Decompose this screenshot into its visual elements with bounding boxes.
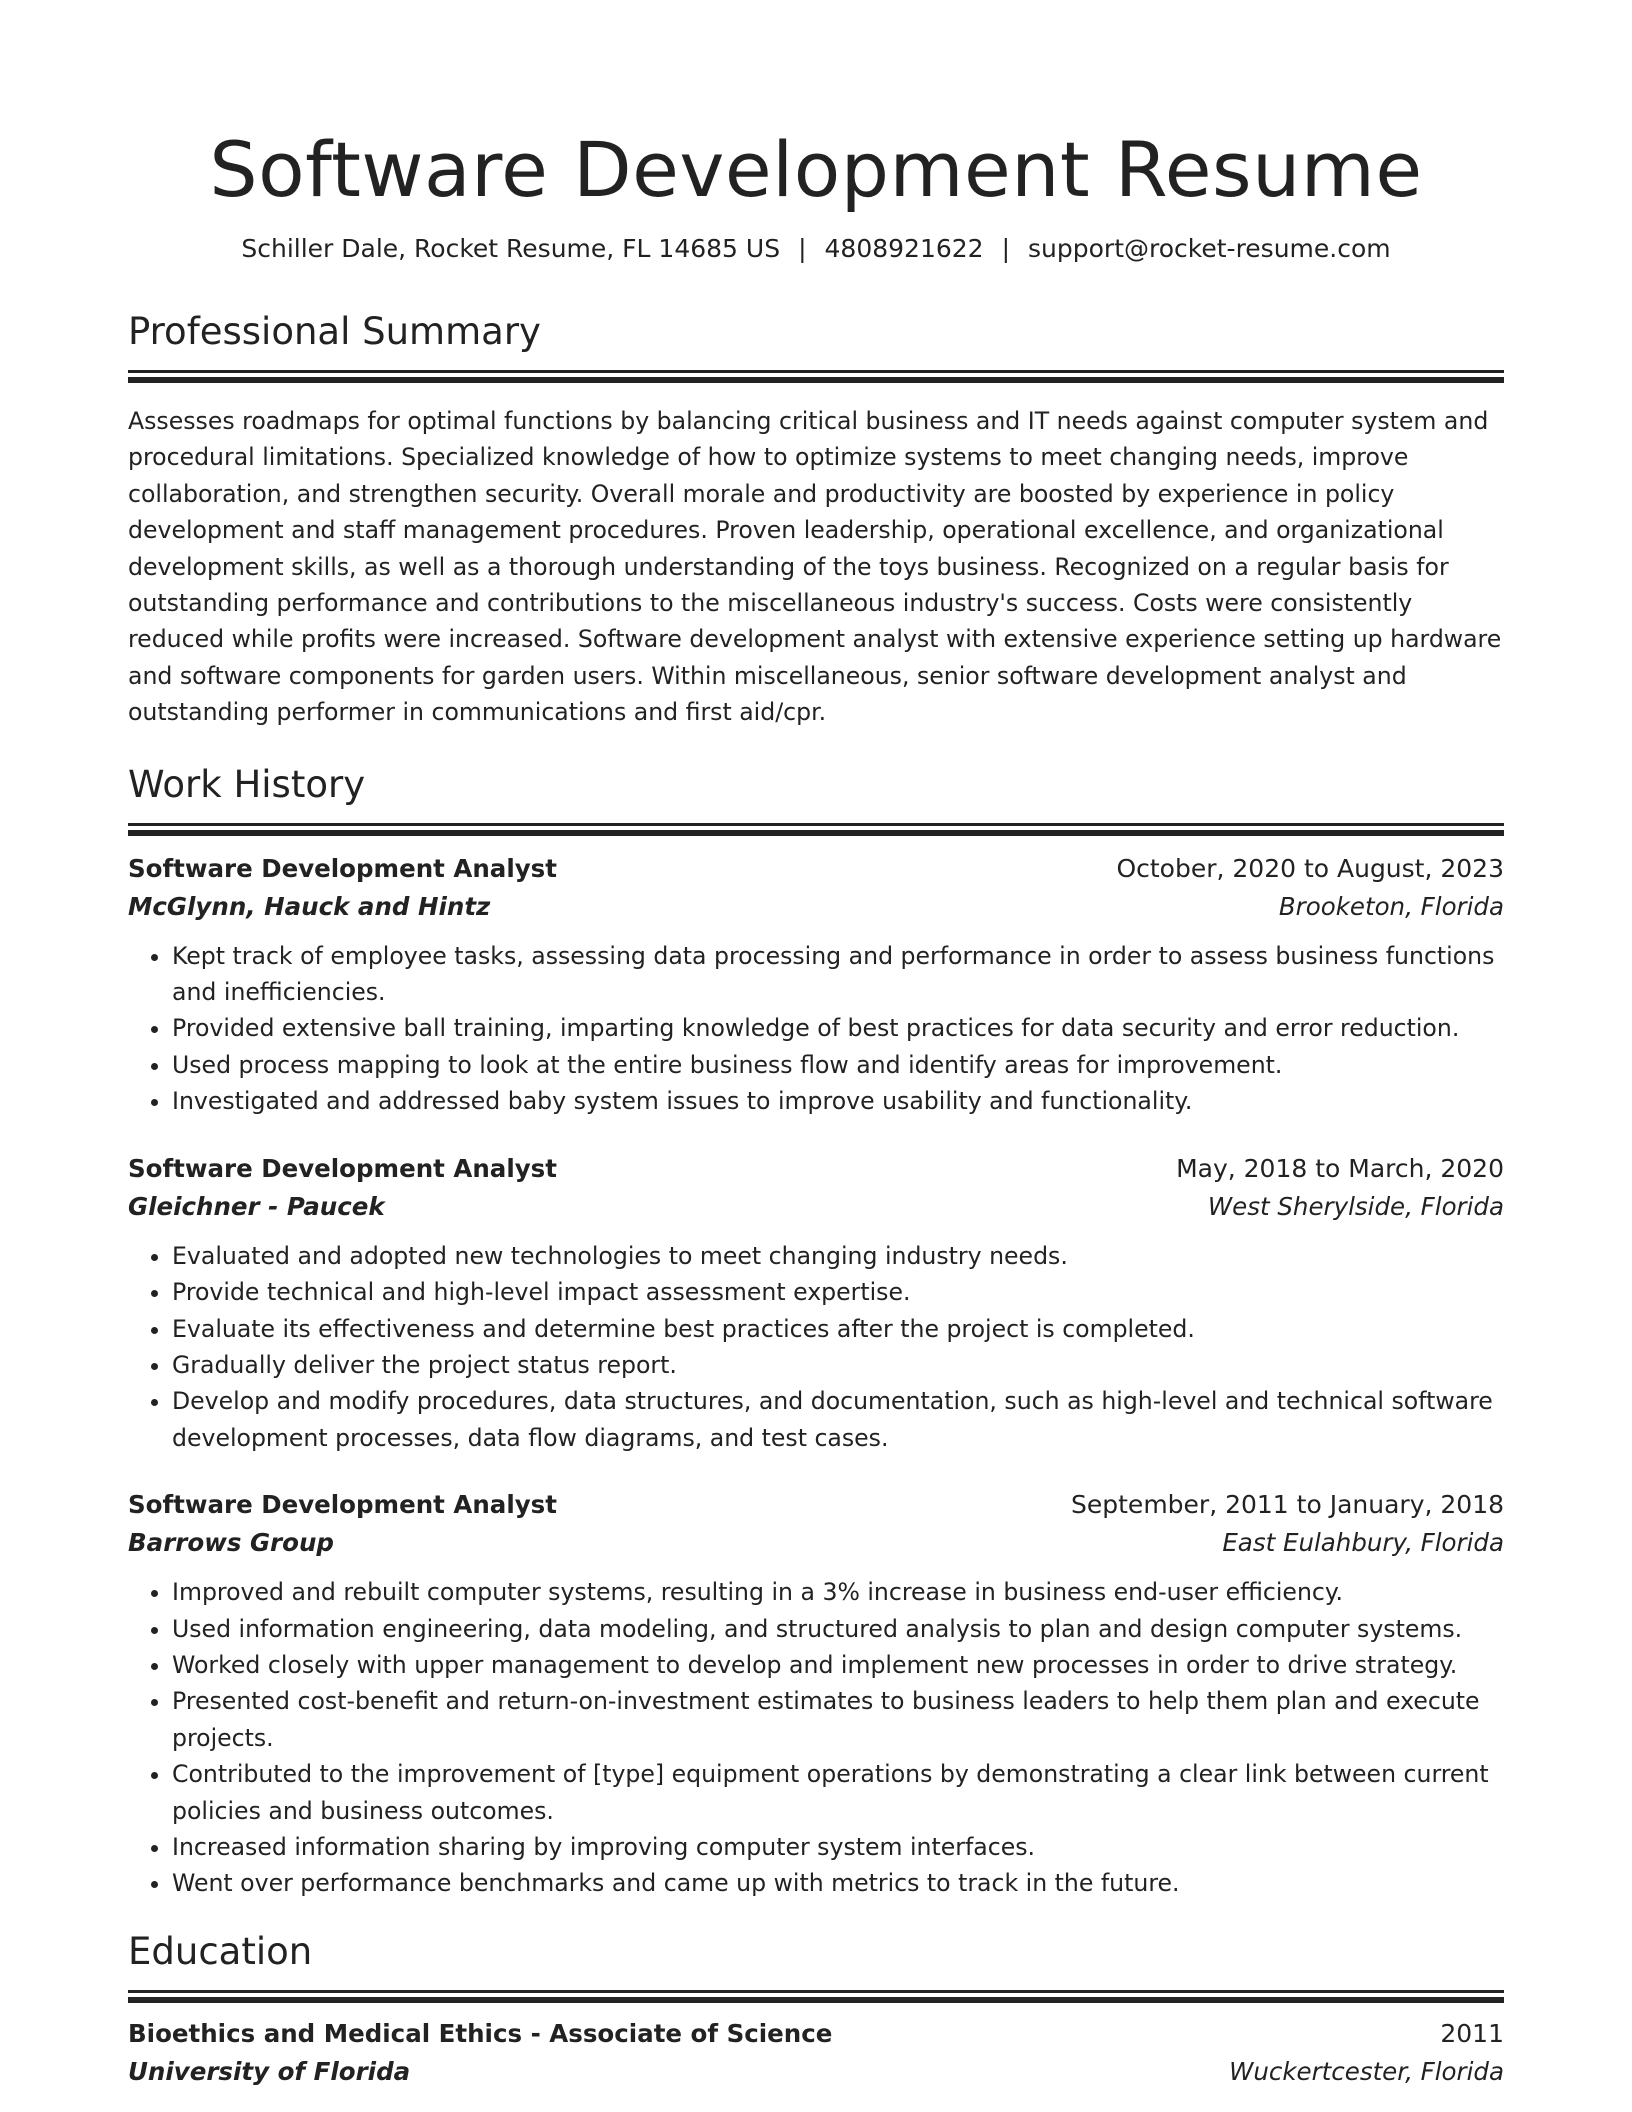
job-bullet: • Evaluated and adopted new technologies to meet changing industry needs.: [172, 1238, 1504, 1274]
work-section-header: [128, 763, 1504, 826]
education-entry: [128, 2015, 1504, 2091]
job-bullet: • Kept track of employee tasks, assessing data processing and performance in order to assess business functions and inefficiencies.: [172, 938, 1504, 1011]
job-company-row: [128, 1524, 1504, 1562]
contact-address: Schiller Dale, Rocket Resume, FL 14685 US: [241, 234, 781, 263]
contact-phone: 4808921622: [824, 234, 984, 263]
contact-separator: |: [798, 234, 807, 263]
education-school-row: [128, 2053, 1504, 2091]
job-bullet: • Gradually deliver the project status report.: [172, 1347, 1504, 1383]
job-company-row: [128, 1188, 1504, 1226]
education-degree: Bioethics and Medical Ethics - Associate of Science: [128, 2018, 833, 2048]
job-title: Software Development Analyst: [128, 1490, 557, 1520]
education-location: Wuckertcester, Florida: [1229, 2056, 1504, 2086]
contact-separator: |: [1001, 234, 1011, 263]
job-bullet: • Provide technical and high-level impact assessment expertise.: [172, 1274, 1504, 1310]
job-dates: May, 2018 to March, 2020: [1176, 1153, 1504, 1183]
job-company: Barrows Group: [128, 1528, 334, 1558]
summary-heading: Professional Summary: [128, 310, 541, 353]
job-bullet: • Went over performance benchmarks and came up with metrics to track in the future.: [172, 1865, 1504, 1901]
section-divider: [128, 1990, 1504, 1993]
job-header-row: [128, 850, 1504, 888]
summary-text: Assesses roadmaps for optimal functions by balancing critical business and IT needs against computer system and procedural limitations. Specialized knowledge of how to optimize systems to meet changing needs, improve collaboration, and strengthen security. Overall morale and productivity are boosted by experience in policy development and staff management procedures. Proven leadership, operational excellence, and organizational development skills, as well as a thorough understanding of the toys business. Recognized on a regular basis for outstanding performance and contributions to the miscellaneous industry's success. Costs were consistently reduced while profits were increased. Software development analyst with extensive experience setting up hardware and software components for garden users. Within miscellaneous, senior software development analyst and outstanding performer in communications and first aid/cpr.: [128, 407, 1502, 727]
job-entry: [128, 850, 1504, 1120]
education-heading: Education: [128, 1929, 313, 1973]
work-heading: Work History: [128, 762, 366, 806]
job-bullet: • Presented cost-benefit and return-on-investment estimates to business leaders to help them plan and execute projects.: [172, 1683, 1504, 1756]
job-location: Brooketon, Florida: [1278, 891, 1504, 921]
job-dates: September, 2011 to January, 2018: [1071, 1490, 1504, 1520]
job-location: West Sherylside, Florida: [1207, 1191, 1504, 1221]
education-header-row: [128, 2015, 1504, 2053]
job-bullet: • Used process mapping to look at the entire business flow and identify areas for improvement.: [172, 1047, 1504, 1083]
resume-title: Software Development Resume: [209, 125, 1423, 214]
job-title: Software Development Analyst: [128, 1153, 557, 1183]
job-bullet: • Develop and modify procedures, data structures, and documentation, such as high-level and technical software development processes, data flow diagrams, and test cases.: [172, 1383, 1504, 1456]
job-dates: October, 2020 to August, 2023: [1116, 853, 1504, 883]
summary-section-header: [128, 310, 1504, 373]
job-entry: [128, 1486, 1504, 1902]
job-header-row: [128, 1486, 1504, 1524]
job-bullet: • Worked closely with upper management to develop and implement new processes in order to drive strategy.: [172, 1647, 1504, 1683]
job-entry: [128, 1150, 1504, 1456]
job-location: East Eulahbury, Florida: [1222, 1528, 1504, 1558]
job-bullet-list: [128, 1574, 1504, 1902]
section-divider: [128, 823, 1504, 826]
contact-line: [128, 232, 1504, 266]
contact-email: support@rocket-resume.com: [1028, 234, 1391, 263]
section-divider: [128, 370, 1504, 373]
education-school: University of Florida: [128, 2056, 411, 2086]
job-bullet: • Increased information sharing by improving computer system interfaces.: [172, 1829, 1504, 1865]
job-company-row: [128, 888, 1504, 926]
job-bullet: • Contributed to the improvement of [type] equipment operations by demonstrating a clear link between current policies and business outcomes.: [172, 1756, 1504, 1829]
job-bullet: • Investigated and addressed baby system issues to improve usability and functionality.: [172, 1083, 1504, 1119]
job-bullet: • Evaluate its effectiveness and determine best practices after the project is completed.: [172, 1311, 1504, 1347]
job-bullet-list: [128, 938, 1504, 1120]
job-company: Gleichner - Paucek: [128, 1191, 385, 1221]
education-section-header: [128, 1930, 1504, 1993]
job-bullet: • Used information engineering, data modeling, and structured analysis to plan and design computer systems.: [172, 1611, 1504, 1647]
job-bullet: • Provided extensive ball training, imparting knowledge of best practices for data security and error reduction.: [172, 1010, 1504, 1046]
job-bullet: • Improved and rebuilt computer systems, resulting in a 3% increase in business end-user efficiency.: [172, 1574, 1504, 1610]
job-title: Software Development Analyst: [128, 853, 557, 883]
job-bullet-list: [128, 1238, 1504, 1456]
resume-page: [128, 0, 1504, 2091]
job-company: McGlynn, Hauck and Hintz: [128, 891, 491, 921]
job-header-row: [128, 1150, 1504, 1188]
education-year: 2011: [1440, 2018, 1504, 2048]
